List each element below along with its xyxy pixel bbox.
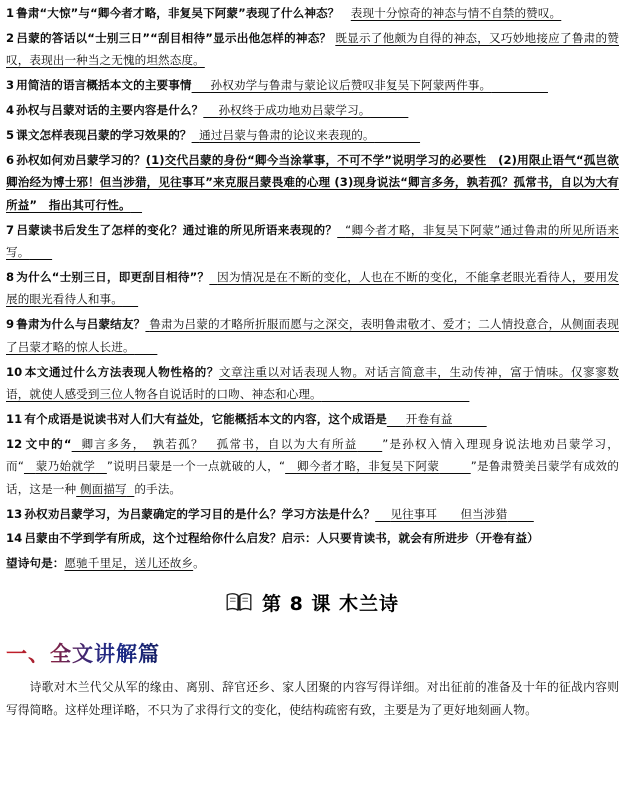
question-text: 吕蒙的答话以“士别三日”“刮目相待”显示出他怎样的神态？ [16,30,332,45]
question-number: 4 [6,103,15,118]
poem-lead: 望诗句是： [6,556,65,571]
question-number: 3 [6,78,15,93]
question-text: 鲁肃“大惊”与“卿今者才略，非复吴下阿蒙”表现了什么神态？ [16,6,340,20]
lesson-title-text: 第 8 课 木兰诗 [261,592,400,615]
answer-blank-4: 侧面描写 [79,481,127,496]
qa-item [6,27,619,72]
question-mid-3: ”是鲁肃赞美吕蒙学有成效的话，这是一种 [6,459,619,496]
question-text: 用简洁的语言概括本文的主要事情 [16,78,192,93]
question-text: 课文怎样表现吕蒙的学习效果的？ [16,128,192,143]
poem-blank: 愿驰千里足，送儿还故乡 [64,556,194,571]
qa-item-poem [6,552,619,574]
answer-text: 通过吕蒙与鲁肃的论议来表现的。 [199,128,375,143]
answer-text: “卿今者才略，非复吴下阿蒙”通过鲁肃的所见所语来写。 [6,222,620,260]
section-paragraph: 诗歌对木兰代父从军的缘由、离别、辞官还乡、家人团聚的内容写得详细。对出征前的准备及十年的征战内容则写得简略。这样处理详略，不只为了求得行文的变化，使结构疏密有致，主要是为了更好地刻画人物。 [6,679,619,717]
question-number: 12 [6,436,23,451]
qa-item [6,266,619,311]
open-book-icon [226,592,252,612]
question-lead: 文中的“ [24,436,72,451]
section-heading: 一、全文讲解篇 [6,638,160,668]
qa-item [6,2,619,24]
qa-item [6,433,619,500]
answer-text: 文章注重以对话表现人物。对话言简意丰，生动传神，富于情味。仅寥寥数语，就使人感受到三位人物各自说话时的口吻、神态和心理。 [6,364,619,401]
question-text: 本文通过什么方法表现人物性格的？ [24,364,219,379]
answer-blank-1: 卿言多务， 孰若孤？ 孤常书，自以为大有所益 [81,436,358,451]
poem-tail: 。 [193,556,205,571]
question-text: 吕蒙读书后发生了怎样的变化？通过谁的所见所语来表现的？ [16,222,338,237]
question-number: 8 [6,269,15,284]
lesson-title [6,589,619,616]
answer-blank: 见往事耳 但当涉猎 [390,506,508,521]
qa-item [6,503,619,525]
question-number: 2 [6,30,15,45]
question-text: 有个成语是说读书对人们大有益处，它能概括本文的内容，这个成语是 [24,411,387,426]
question-tail: 的手法。 [134,481,182,496]
question-text: 吕蒙由不学到学有所成，这个过程给你什么启发？启示：人只要肯读书，就会有所进步（开卷有益） [24,531,539,546]
question-number: 5 [6,128,15,143]
question-text: 为什么“士别三日，即更刮目相待”？ [16,269,210,284]
question-number: 9 [6,317,15,332]
question-number: 10 [6,364,23,379]
question-text: 孙权如何劝吕蒙学习的？ [16,152,146,167]
answer-text: 因为情况是在不断的变化，人也在不断的变化，不能拿老眼光看待人，要用发展的眼光看待人和事。 [6,269,619,307]
question-text: 鲁肃为什么与吕蒙结友？ [16,317,146,332]
answer-text: 孙权劝学与鲁肃与蒙论议后赞叹非复吴下阿蒙两件事。 [210,78,492,93]
qa-item [6,74,619,96]
qa-item [6,219,619,264]
question-number: 14 [6,531,23,546]
qa-item [6,527,619,549]
question-mid-1: ”是孙权入情入理现身说法地劝吕蒙学习，而“ [6,436,619,474]
question-number: 11 [6,411,23,426]
question-number: 6 [6,152,15,167]
qa-item [6,149,619,216]
answer-text: 表现十分惊奇的神态与情不自禁的赞叹。 [350,6,562,20]
qa-item [6,361,619,406]
answer-text: (1)交代吕蒙的身份“卿今当涂掌事，不可不学”说明学习的必要性 (2)用限止语气“孤岂欲卿治经为博士邪！但当涉猎，见往事耳”来克服吕蒙畏难的心理 (3)现身说法“卿言多务，孰若孤？孤常书，自以为大有所益” 指出其可行性。 [6,152,619,212]
question-text: 孙权与吕蒙对话的主要内容是什么？ [16,103,204,118]
qa-item [6,313,619,358]
answer-text: 鲁肃为吕蒙的才略所折服而愿与之深交，表明鲁肃敬才、爱才；二人情投意合，从侧面表现了吕蒙才略的惊人长进。 [6,317,619,354]
question-number: 1 [6,6,15,20]
answer-text: 既显示了他颇为自得的神态，又巧妙地接应了鲁肃的赞叹，表现出一种当之无愧的坦然态度。 [6,30,619,68]
answer-blank: 开卷有益 [405,411,453,426]
answer-blank-3: 卿今者才略，非复吴下阿蒙 [296,459,440,474]
question-number: 7 [6,222,15,237]
answer-blank-2: 蒙乃始就学 [35,459,96,474]
qa-item [6,99,619,121]
qa-item [6,408,619,430]
section-heading-wrap [6,622,619,672]
answer-text: 孙权终于成功地劝吕蒙学习。 [218,103,371,118]
question-mid-2: ”说明吕蒙是一个一点就破的人，“ [106,459,286,474]
qa-item [6,124,619,146]
question-number: 13 [6,506,23,521]
question-text: 孙权劝吕蒙学习，为吕蒙确定的学习目的是什么？学习方法是什么？ [24,506,376,521]
